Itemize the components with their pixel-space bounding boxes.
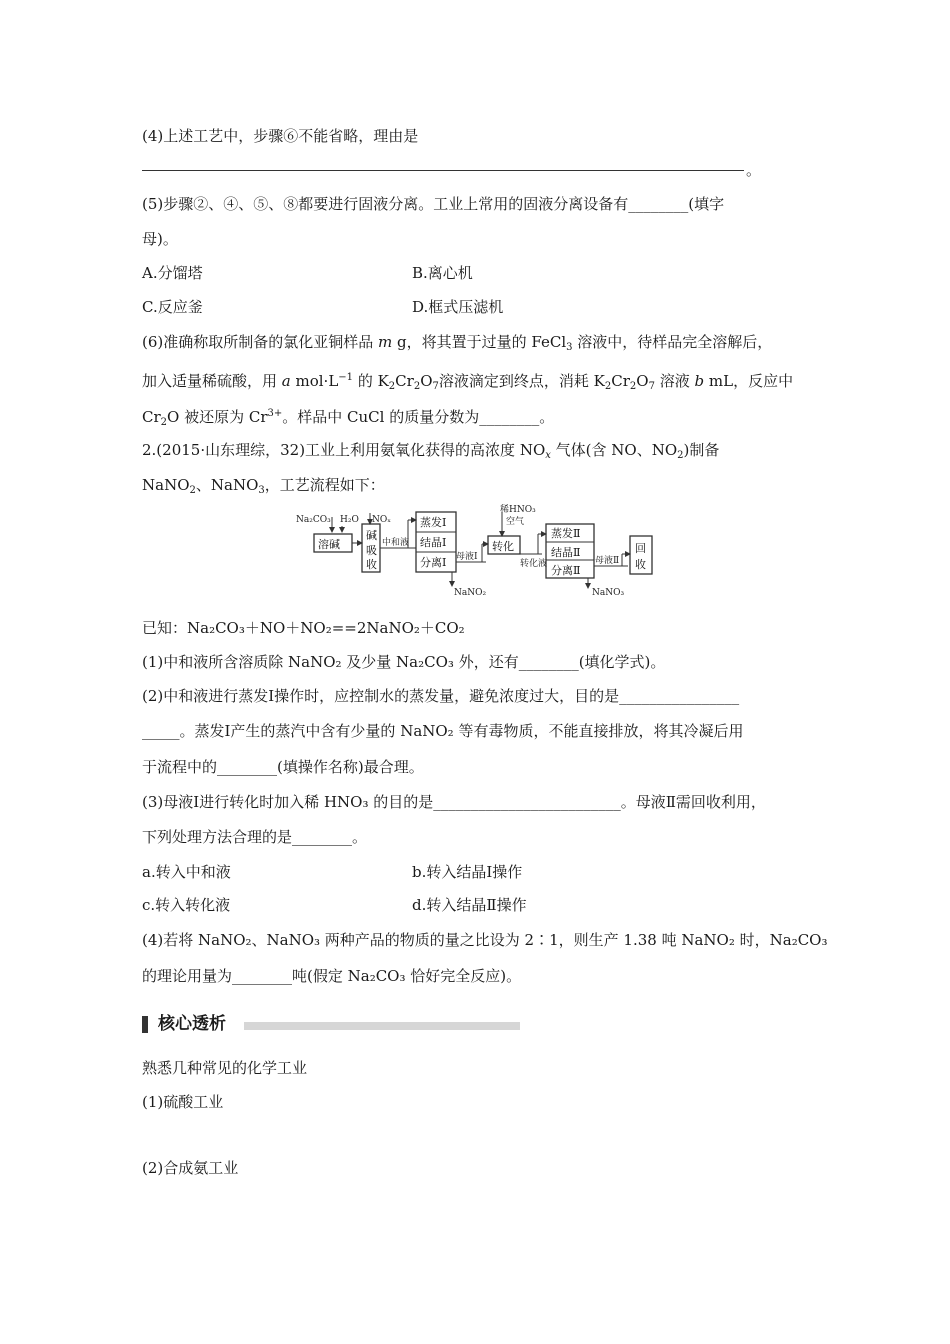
box-jian: 碱 bbox=[366, 529, 377, 542]
box-xi: 吸 bbox=[366, 544, 377, 557]
box-jiejing1: 结晶Ⅰ bbox=[420, 536, 447, 549]
process-flow-diagram bbox=[292, 504, 664, 596]
label-muye1: 母液Ⅰ bbox=[456, 552, 478, 562]
s3-option-d: d.转入结晶Ⅱ操作 bbox=[412, 896, 527, 914]
section-heading: 核心透析 bbox=[158, 1014, 226, 1034]
label-xihno3: 稀HNO₃ bbox=[500, 505, 536, 515]
intro-text: 熟悉几种常见的化学工业 bbox=[142, 1059, 308, 1077]
box-zhengfa2: 蒸发Ⅱ bbox=[551, 527, 581, 540]
s3-option-c: c.转入转化液 bbox=[142, 896, 231, 914]
box-rongjian: 溶碱 bbox=[318, 538, 340, 551]
label-kongqi: 空气 bbox=[506, 517, 525, 527]
q5-text-line2: 母)。 bbox=[142, 230, 178, 248]
label-zhongheye: 中和液 bbox=[382, 538, 410, 548]
p2-text-line1: 2.(2015·山东理综，32)工业上利用氨氧化获得的高浓度 $NO_x$ 气体(含 NO、$NO_2$)制备 bbox=[142, 441, 720, 461]
q4-end-mark: 。 bbox=[746, 161, 762, 179]
s3-text-line2: 下列处理方法合理的是________。 bbox=[142, 828, 368, 846]
s2-text-line2: _____。蒸发Ⅰ产生的蒸汽中含有少量的 NaNO₂ 等有毒物质，不能直接排放，将其冷凝后用 bbox=[142, 722, 744, 740]
box-jiejing2: 结晶Ⅱ bbox=[551, 546, 581, 559]
label-na2co3: Na₂CO₃ bbox=[296, 515, 331, 525]
q5-option-a: A.分馏塔 bbox=[142, 264, 203, 282]
label-nano3: NaNO₃ bbox=[592, 588, 625, 596]
label-muye2: 母液Ⅱ bbox=[595, 556, 620, 566]
list-item-2: (2)合成氨工业 bbox=[142, 1159, 239, 1177]
box-fenli1: 分离Ⅰ bbox=[420, 556, 447, 569]
q4-text: (4)上述工艺中，步骤⑥不能省略，理由是 bbox=[142, 127, 419, 145]
box-hui: 回 bbox=[635, 542, 646, 555]
box-shou2: 收 bbox=[635, 558, 646, 571]
s2-text-line1: (2)中和液进行蒸发Ⅰ操作时，应控制水的蒸发量，避免浓度过大，目的是________________ bbox=[142, 687, 740, 705]
s3-option-a: a.转入中和液 bbox=[142, 863, 231, 881]
s4-text-line1: (4)若将 NaNO₂、NaNO₃ 两种产品的物质的量之比设为 2∶1，则生产 1.38 吨 NaNO₂ 时，Na₂CO₃ bbox=[142, 931, 828, 949]
s4-text-line2: 的理论用量为________吨(假定 Na₂CO₃ 恰好完全反应)。 bbox=[142, 967, 522, 985]
s3-option-b: b.转入结晶Ⅰ操作 bbox=[412, 863, 523, 881]
q6-text-line2: 加入适量稀硫酸，用 a $mol\cdot L^{-1}$ 的 $K_2Cr_2O_7$溶液滴定到终点，消耗 $K_2Cr_2O_7$ 溶液 b mL，反应中 bbox=[142, 372, 794, 392]
box-fenli2: 分离Ⅱ bbox=[551, 564, 581, 577]
s3-text-line1: (3)母液Ⅰ进行转化时加入稀 HNO₃ 的目的是_________________________。母液Ⅱ需回收利用， bbox=[142, 793, 766, 811]
label-nox: NOₓ bbox=[372, 515, 392, 525]
label-zhuanhuaye: 转化液 bbox=[520, 559, 548, 569]
heading-marker bbox=[142, 1016, 148, 1033]
box-zhengfa1: 蒸发Ⅰ bbox=[420, 516, 447, 529]
s2-text-line3: 于流程中的________(填操作名称)最合理。 bbox=[142, 758, 424, 776]
q6-text-line3: $Cr_2O$ 被还原为 $Cr^{3+}$。样品中 CuCl 的质量分数为________。 bbox=[142, 408, 555, 428]
q5-text-line1: (5)步骤②、④、⑤、⑧都要进行固液分离。工业上常用的固液分离设备有________(填字 bbox=[142, 195, 725, 213]
label-h2o: H₂O bbox=[340, 515, 359, 525]
box-zhuanhua: 转化 bbox=[492, 540, 514, 553]
known-reaction: 已知：Na₂CO₃＋NO＋NO₂==2NaNO₂＋CO₂ bbox=[142, 619, 465, 637]
list-item-1: (1)硫酸工业 bbox=[142, 1093, 224, 1111]
q5-option-c: C.反应釜 bbox=[142, 298, 203, 316]
heading-rule bbox=[244, 1022, 520, 1030]
label-nano2: NaNO₂ bbox=[454, 588, 487, 596]
q6-text-line1: (6)准确称取所制备的氯化亚铜样品 m g，将其置于过量的 FeCl$_3$ 溶液中，待样品完全溶解后， bbox=[142, 333, 773, 353]
p2-text-line2: NaNO$_2$、NaNO$_3$，工艺流程如下： bbox=[142, 476, 385, 496]
q5-option-d: D.框式压滤机 bbox=[412, 298, 504, 316]
q5-option-b: B.离心机 bbox=[412, 264, 473, 282]
q4-answer-blank bbox=[142, 170, 744, 171]
s1-text: (1)中和液所含溶质除 NaNO₂ 及少量 Na₂CO₃ 外，还有________(填化学式)。 bbox=[142, 653, 666, 671]
box-shou: 收 bbox=[366, 558, 377, 571]
